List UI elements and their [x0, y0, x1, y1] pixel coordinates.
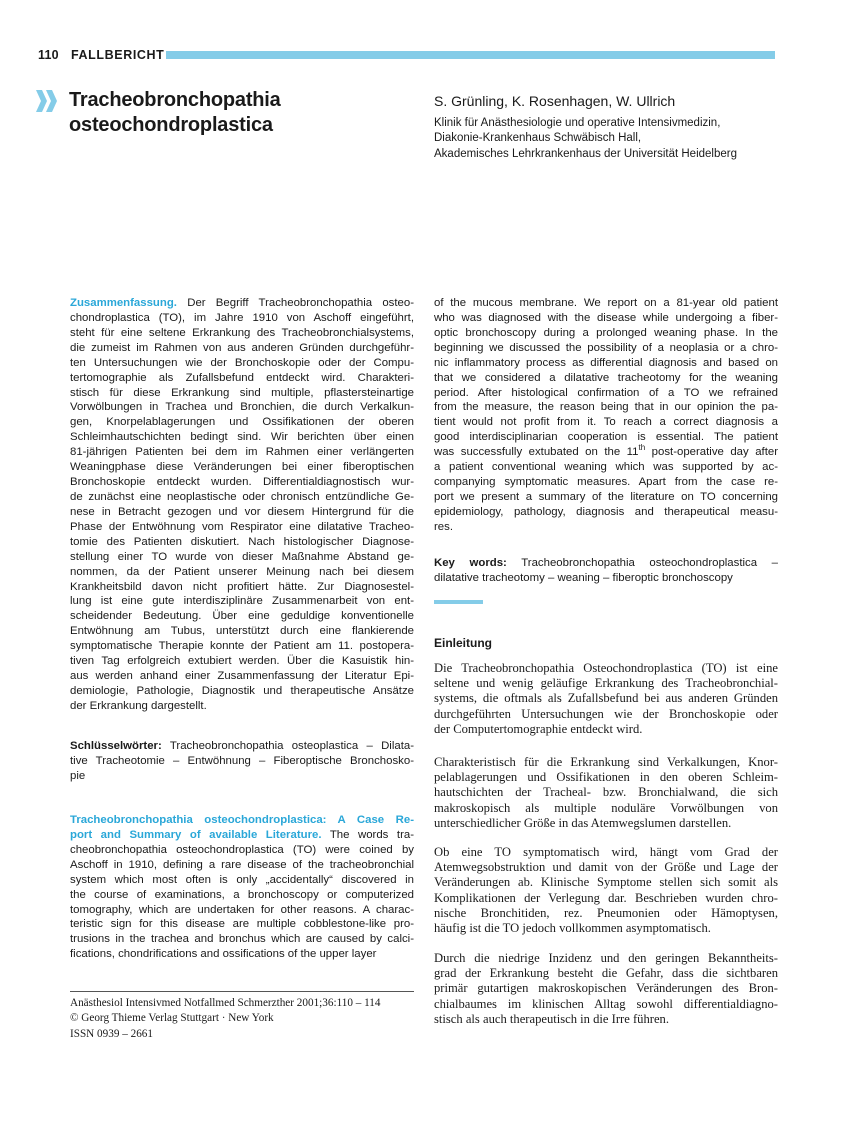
- text-line: trusions in the trachea and bronchus which are caused by calci-: [70, 933, 414, 946]
- text-line: seltene und wenig geläufige Erkrankung des Tracheobronchial-: [434, 676, 778, 691]
- text-line: Durch die niedrige Inzidenz und den geringen Bekanntheits-: [434, 951, 778, 965]
- affiliation-line: Klinik für Anästhesiologie und operative Intensivmedizin,: [434, 117, 721, 129]
- text-line: Entwöhnung am Tubus, unterstützt durch eine flankierende: [70, 625, 414, 638]
- abstract-lines: [434, 460, 778, 535]
- authors: S. Grünling, K. Rosenhagen, W. Ullrich: [434, 93, 676, 109]
- text-line: period. After histological confirmation of a TO we refrained: [434, 386, 778, 399]
- text-line: makroskopisch als multiple noduläre Vorwölbungen von: [434, 800, 778, 815]
- text-line: systems, die oftmals als Zufallsbefund bei aus anderen Gründen: [434, 691, 778, 706]
- text-line: 81-jährigen Patienten bei dem im Rahmen einer verlängerten: [70, 446, 414, 459]
- text-line: system which most often is only „accidentally“ discovered in: [70, 873, 414, 886]
- text-line: cheobronchopathia osteochondroplastica (TO) were coined by: [70, 843, 414, 856]
- text-line: die zumeist im Rahmen von aus anderen Gründen durchgeführ-: [70, 341, 414, 354]
- footer-rule: [70, 991, 414, 992]
- intro-paragraph: [434, 845, 778, 936]
- text-line: optic bronchoscopy during a prolonged weaning phase. In the: [434, 326, 778, 339]
- text-line: Vorwölbungen in Trachea und Bronchien, die durch Verkalkun-: [70, 401, 414, 414]
- text-line: chialbaumes im klinischen Alltag sowohl differentialdiagno-: [434, 996, 778, 1011]
- text-line: Atemwegsobstruktion und damit von der Größe und Lage der: [434, 860, 778, 875]
- keywords-label: Schlüsselwörter:: [70, 740, 162, 752]
- text-line: Aschoff in 1910, defining a rare disease of the tracheobronchial: [70, 858, 414, 871]
- title-line: osteochondroplastica: [69, 114, 273, 136]
- text-line: Schleimhautschichten bedingt sind. Wir berichten über einen: [70, 431, 414, 444]
- text-line: Komplikationen der Verlegung dar. Beschrieben wurden chro-: [434, 890, 778, 905]
- intro-paragraph: [434, 661, 778, 737]
- text-line: Krankheitsbild davon nicht profitiert hätte. Zur Diagnosestel-: [70, 580, 414, 593]
- text-line: unterschiedlicher Größe in das Atemwegslumen darstellen.: [434, 815, 732, 830]
- page-number: 110: [38, 48, 59, 62]
- text-line: steht für eine seltene Erkrankung des Tracheobronchialsystems,: [70, 326, 414, 339]
- text-line: fications, chondrifications and ossifications of the upper layer: [70, 948, 377, 961]
- text-line: nic inflammatory process as differential diagnosis and based on: [434, 356, 778, 369]
- text-line: hautschichten der Tracheal- bzw. Bronchialwand, die sich: [434, 785, 778, 800]
- text-line: stisch für diese Erkrankung sind multiple, pflastersteinartige: [70, 386, 414, 399]
- text-line: pie: [70, 769, 86, 782]
- text-line: primär gutartigen makroskopischen Veränderungen des Bron-: [434, 981, 778, 996]
- keywords-en: [434, 556, 778, 586]
- text-line: epidemiology, pathology, diagnosis and therapeutical measu-: [434, 505, 778, 518]
- section-label: FALLBERICHT: [71, 48, 165, 62]
- text-line: ten Untersuchungen wie der Bronchoskopie oder der Compu-: [70, 356, 414, 369]
- text-line: nommen, da der Patient unserer Meinung nach bei diesem: [70, 565, 414, 578]
- text-line: scheidender Bedeutung. Über eine geduldige konventionelle: [70, 610, 414, 623]
- abstract-line: Zusammenfassung. Der Begriff Tracheobronchopathia osteo-: [70, 297, 414, 309]
- article-title: [69, 88, 389, 138]
- abstract-lines: [434, 296, 778, 445]
- text-line: grad der Erkrankung besteht die Gefahr, dass die sichtbaren: [434, 966, 778, 981]
- abstract-line: was successfully extubated on the 11th post-operative day after: [434, 443, 778, 459]
- text-line: tomie des Patienten diskutiert. Nach histologischer Diagnose-: [70, 535, 414, 548]
- abstract-en: [70, 813, 414, 962]
- text-line: Veränderungen ab. Klinische Symptome stellen sich somit als: [434, 875, 778, 890]
- text-line: demiologie, Pathologie, Diagnostik und therapeutische Ansätze: [70, 684, 414, 697]
- header-bar: [166, 51, 775, 59]
- citation-line: ISSN 0939 – 2661: [70, 1027, 153, 1040]
- text-line: res.: [434, 520, 453, 533]
- text-line: chondroplastica (TO), im Jahre 1910 von Aschoff eingeführt,: [70, 311, 414, 324]
- text-line: Charakteristisch für die Erkrankung sind Verkalkungen, Knor-: [434, 755, 778, 769]
- text-line: Weaningphase diese Veränderungen bei einer fiberoptischen: [70, 461, 414, 474]
- text-line: häufig ist die TO jedoch vollkommen asymptomatisch.: [434, 921, 711, 936]
- text-line: aus werden anhand einer Zusammenfassung der Literatur Epi-: [70, 670, 414, 683]
- text-line: who was diagnosed with the disease while undergoing a fiber-: [434, 311, 778, 324]
- text-line: tive Tracheotomie – Entwöhnung – Fiberoptische Bronchosko-: [70, 754, 414, 767]
- abstract-de: [70, 296, 414, 714]
- text-line: from the measure, the reason being that in our opinion the pa-: [434, 401, 778, 414]
- abstract-lines: [70, 843, 414, 962]
- text-line: beginning we discussed the possibility of a neoplasia or a chro-: [434, 341, 778, 354]
- keywords-line: Schlüsselwörter: Tracheobronchopathia osteoplastica – Dilata-: [70, 740, 414, 752]
- intro-paragraph: [434, 951, 778, 1027]
- text-line: Die Tracheobronchopathia Osteochondroplastica (TO) ist eine: [434, 661, 778, 675]
- title-line: Tracheobronchopathia: [69, 89, 281, 111]
- abstract-title-line: port and Summary of available Literature. The words tra-: [70, 828, 414, 841]
- affiliations: [434, 116, 737, 162]
- keywords-lines: [70, 754, 414, 784]
- text-line: companying symptomatic measures. Apart from the case re-: [434, 476, 778, 489]
- text-line: tomography, which are undertaken for other reasons. A charac-: [70, 903, 414, 916]
- text-line: tertomographie als Zufallsbefund entdeckt wird. Charakteri-: [70, 371, 414, 384]
- text-line: a patient conventional weaning which was supported by ac-: [434, 461, 778, 474]
- text-line: port we present a summary of the literature on TO concerning: [434, 490, 778, 503]
- text-line: nese in Betracht gezogen und vor diesem Hintergrund für die: [70, 505, 414, 518]
- text-line: stellung einer TO wurde von dieser Maßnahme Abstand ge-: [70, 550, 414, 563]
- text-line: that we considered a dilatative tracheotomy for the weaning: [434, 371, 778, 384]
- intro-paragraph: [434, 755, 778, 831]
- text-line: lung ist eine gute interdisziplinäre Zusammenarbeit von ent-: [70, 595, 414, 608]
- text-line: der Computertomographie entdeckt wird.: [434, 721, 643, 736]
- text-line: Bronchoskopie entdeckt wurden. Differentialdiagnostisch wur-: [70, 476, 414, 489]
- text-line: Ob eine TO symptomatisch wird, hängt vom Grad der: [434, 845, 778, 859]
- text-line: symptomatische Therapie konnte der Patient am 11. postopera-: [70, 640, 414, 653]
- text-line: de zunächst eine neoplastische oder chronisch entzündliche Ge-: [70, 490, 414, 503]
- abstract-en-continued: [434, 296, 778, 535]
- abstract-title-line: Tracheobronchopathia osteochondroplastica: A Case Re-: [70, 814, 414, 826]
- text-line: pelablagerungen und Ossifikationen in den oberen Schleim-: [434, 770, 778, 785]
- text-line: dilatative tracheotomy – weaning – fiberoptic bronchoscopy: [434, 571, 733, 584]
- text-line: der Erkrankung dargestellt.: [70, 699, 207, 712]
- text-line: nische Bronchitiden, rez. Pneumonien oder Hämoptysen,: [434, 905, 778, 920]
- accent-rule: [434, 600, 483, 604]
- citation-line: Anästhesiol Intensivmed Notfallmed Schmerzther 2001;36:110 – 114: [70, 997, 381, 1009]
- text-line: stisch als auch therapeutisch in die Irre führen.: [434, 1011, 669, 1026]
- keywords-de: [70, 739, 414, 784]
- text-line: the course of examinations, a bronchoscopy or computerized: [70, 888, 414, 901]
- citation-line: © Georg Thieme Verlag Stuttgart · New York: [70, 1012, 274, 1025]
- text-line: tient would not profit from it. To reach a correct diagnosis a: [434, 416, 778, 429]
- affiliation-line: Diakonie-Krankenhaus Schwäbisch Hall,: [434, 132, 642, 145]
- text-line: gen, Knorpelablagerungen und Ossifikationen der oberen: [70, 416, 414, 429]
- text-line: of the mucous membrane. We report on a 81-year old patient: [434, 297, 778, 309]
- affiliation-line: Akademisches Lehrkrankenhaus der Universität Heidelberg: [434, 147, 737, 160]
- text-line: Phase der Entwöhnung vom Respirator eine dilatative Tracheo-: [70, 520, 414, 533]
- text-line: tiven Tag erfolgreich extubiert werden. Über die Kasuistik hin-: [70, 655, 414, 668]
- keywords-line: Key words: Tracheobronchopathia osteochondroplastica –: [434, 557, 778, 569]
- text-line: teristic sign for this disease are multiple cobblestone-like pro-: [70, 918, 414, 931]
- keywords-label: Key words:: [434, 557, 507, 569]
- abstract-lines: [70, 311, 414, 714]
- keywords-lines: [434, 571, 778, 586]
- section-heading: Einleitung: [434, 636, 492, 650]
- abstract-label: Zusammenfassung.: [70, 297, 177, 309]
- text-line: good interdisciplinarian cooperation is essential. The patient: [434, 431, 778, 444]
- citation: [70, 996, 381, 1042]
- double-chevron-icon: [35, 90, 59, 112]
- text-line: durchgeführten Untersuchungen wie der Bronchoskopie oder: [434, 706, 778, 721]
